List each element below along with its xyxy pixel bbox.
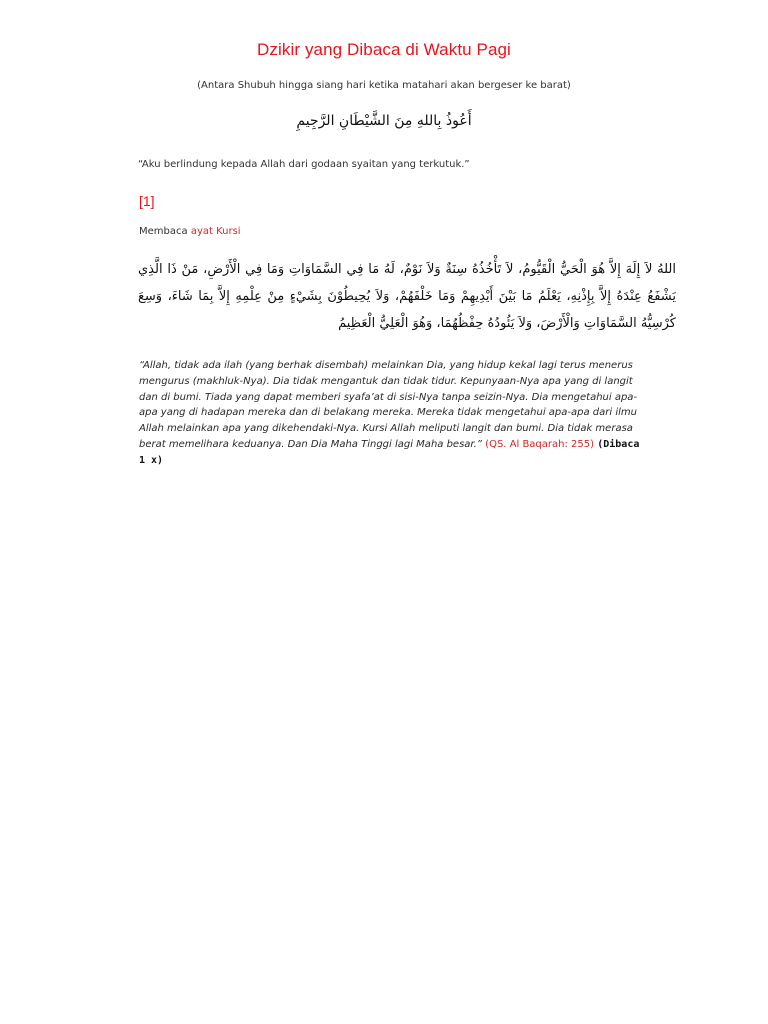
page-subtitle: (Antara Shubuh hingga siang hari ketika matahari akan bergeser ke barat) bbox=[197, 80, 571, 91]
quran-reference-link[interactable]: (QS. Al Baqarah: 255) bbox=[485, 438, 595, 450]
item-number: [1] bbox=[139, 193, 155, 209]
intro-prefix: Membaca bbox=[139, 226, 191, 237]
ayat-kursi-translation-block bbox=[139, 358, 649, 469]
ayat-kursi-arabic-text: اللهُ لاَ إِلَهَ إِلاَّ هُوَ الْحَيُّ الْقَيُّومُ، لاَ تَأْخُذُهُ سِنَةٌ وَلاَ نَوْمٌ، لَهُ مَا فِي السَّمَاوَاتِ وَمَا فِي الْأَرْضِ، مَنْ ذَا الَّذِي يَشْفَعُ عِنْدَهُ إِلاَّ بِإِذْنِهِ، يَعْلَمُ مَا بَيْنَ أَيْدِيهِمْ وَمَا خَلْفَهُمْ، وَلاَ يُحِيطُوْنَ بِشَيْءٍ مِنْ عِلْمِهِ إِلاَّ بِمَا شَاءَ، وَسِعَ كُرْسِيُّهُ السَّمَاوَاتِ وَالْأَرْضَ، وَلاَ يَئُودُهُ حِفْظُهُمَا، وَهُوَ الْعَلِيُّ الْعَظِيمُ bbox=[138, 262, 676, 331]
page-title: Dzikir yang Dibaca di Waktu Pagi bbox=[257, 40, 511, 59]
ayat-kursi-translation: “Allah, tidak ada ilah (yang berhak disembah) melainkan Dia, yang hidup kekal lagi terus menerus mengurus (makhluk-Nya). Dia tidak mengantuk dan tidak tidur. Kepunyaan-Nya apa yang di langit dan di bumi. Tiada yang dapat memberi syafa’at di sisi-Nya tanpa seizin-Nya. Dia mengetahui apa-apa yang di hadapan mereka dan di belakang mereka. Mereka tidak mengetahui apa-apa dari ilmu Allah melainkan apa yang dikehendaki-Nya. Kursi Allah meliputi langit dan bumi. Dia tidak merasa berat memelihara keduanya. Dan Dia Maha Tinggi lagi Maha besar.” bbox=[139, 360, 638, 450]
item-intro bbox=[139, 226, 241, 237]
ayat-kursi-link[interactable]: ayat Kursi bbox=[190, 226, 241, 237]
taawudh-translation: “Aku berlindung kepada Allah dari godaan syaitan yang terkutuk.” bbox=[138, 159, 470, 170]
taawudh-arabic-text: أَعُوذُ بِاللهِ مِنَ الشَّيْطَانِ الرَّجِيمِ bbox=[296, 113, 472, 129]
recitation-count: (Dibaca 1 x) bbox=[139, 438, 640, 466]
